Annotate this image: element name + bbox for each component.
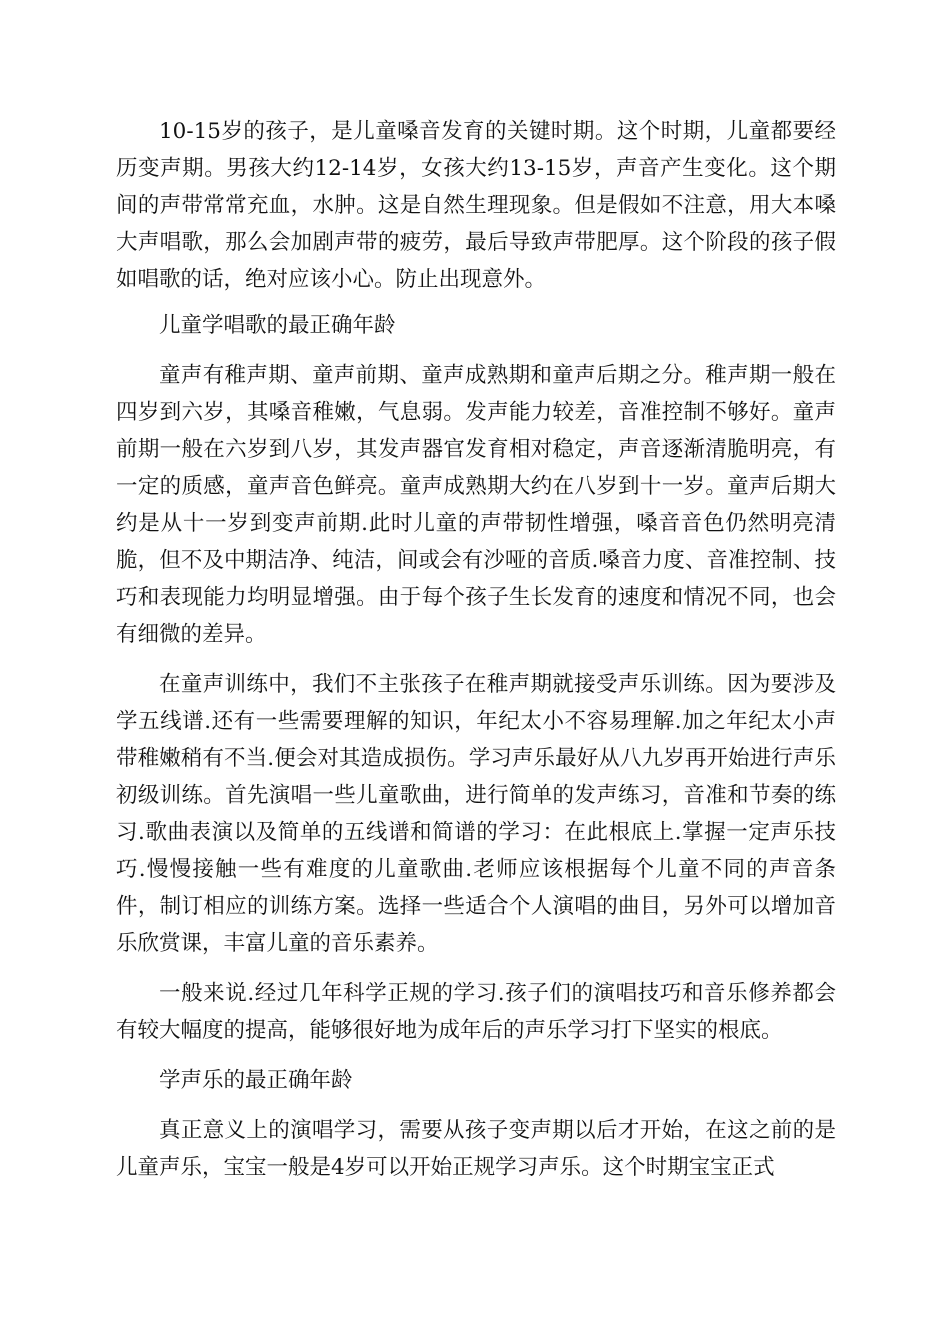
section-heading-children-singing-age: 儿童学唱歌的最正确年龄: [159, 313, 396, 338]
paragraph-spacer: [116, 962, 836, 975]
paragraph-voice-training: 在童声训练中，我们不主张孩子在稚声期就接受声乐训练。因为要涉及学五线谱.还有一些需要理解的知识，年纪太小不容易理解.加之年纪太小声带稚嫩稍有不当.便会对其造成损伤。学习声乐最好从八九岁再开始进行声乐初级训练。首先演唱一些儿童歌曲，进行简单的发声练习，音准和节奏的练习.歌曲表演以及简单的五线谱和简谱的学习：在此根底上.掌握一定声乐技巧.慢慢接触一些有难度的儿童歌曲.老师应该根据每个儿童不同的声音条件，制订相应的训练方案。选择一些适合个人演唱的曲目，另外可以增加音乐欣赏课，丰富儿童的音乐素养。: [116, 672, 836, 956]
section-heading-vocal-music-age: 学声乐的最正确年龄: [159, 1068, 353, 1093]
paragraph-voice-change: 10-15岁的孩子，是儿童嗓音发育的关键时期。这个时期，儿童都要经历变声期。男孩大约12-14岁，女孩大约13-15岁，声音产生变化。这个期间的声带常常充血，水肿。这是自然生理现象。但是假如不注意，用大本嗓大声唱歌，那么会加剧声带的疲劳，最后导致声带肥厚。这个阶段的孩子假如唱歌的话，绝对应该小心。防止出现意外。: [116, 119, 836, 292]
paragraph-spacer: [116, 1099, 836, 1112]
paragraph-spacer: [116, 344, 836, 357]
paragraph-real-singing-study: 真正意义上的演唱学习，需要从孩子变声期以后才开始，在这之前的是儿童声乐，宝宝一般是4岁可以开始正规学习声乐。这个时期宝宝正式: [116, 1118, 836, 1180]
paragraph-spacer: [116, 1049, 836, 1062]
paragraph-voice-stages: 童声有稚声期、童声前期、童声成熟期和童声后期之分。稚声期一般在四岁到六岁，其嗓音稚嫩，气息弱。发声能力较差，音准控制不够好。童声前期一般在六岁到八岁，其发声器官发育相对稳定，声音逐渐清脆明亮，有一定的质感，童声音色鲜亮。童声成熟期大约在八岁到十一岁。童声后期大约是从十一岁到变声前期.此时儿童的声带韧性增强，嗓音音色仍然明亮清脆，但不及中期洁净、纯洁，间或会有沙哑的音质.嗓音力度、音准控制、技巧和表现能力均明显增强。由于每个孩子生长发育的速度和情况不同，也会有细微的差异。: [116, 363, 836, 647]
paragraph-spacer: [116, 298, 836, 307]
paragraph-spacer: [116, 653, 836, 666]
paragraph-general-summary: 一般来说.经过几年科学正规的学习.孩子们的演唱技巧和音乐修养都会有较大幅度的提高，能够很好地为成年后的声乐学习打下坚实的根底。: [116, 981, 836, 1043]
document-body: [116, 113, 836, 1186]
